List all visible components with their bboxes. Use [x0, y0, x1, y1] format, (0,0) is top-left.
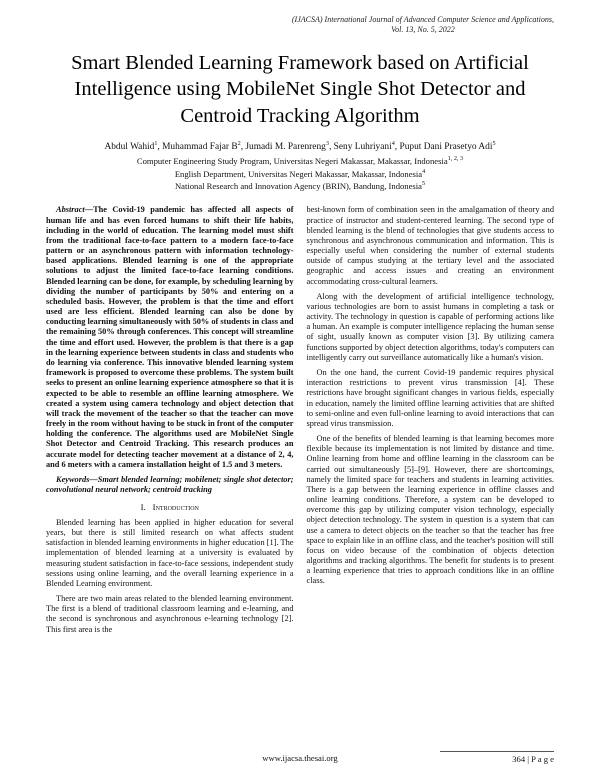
affiliations-block	[46, 155, 554, 192]
author-superscript: 4	[391, 139, 395, 147]
right-column	[307, 205, 555, 639]
author	[245, 139, 334, 152]
keywords-text: Smart blended learning; mobilenet; single shot detector; convolutional neural network; centroid tracking	[46, 474, 294, 495]
left-column	[46, 205, 294, 639]
author-separator: ,	[240, 141, 246, 152]
affiliation-line	[46, 180, 554, 192]
journal-header	[46, 15, 554, 36]
journal-header-block	[292, 15, 554, 36]
authors-line	[46, 140, 554, 153]
journal-name-line: (IJACSA) International Journal of Advanced Computer Science and Applications,	[291, 15, 554, 24]
affiliation-superscript: 4	[422, 167, 426, 175]
body-paragraph: One of the benefits of blended learning is that learning becomes more flexible because its implementation is not limited by distance and time. Online learning from home and offline learning in the classroom can be carried out simultaneously [5]–[9]. However, there are shortcomings, namely the limited space for teachers and students in learning activities. There is a gap between the learning experience in offline classes and online learning conditions. Therefore, a system can be developed to overcome this gap by utilizing computer vision technology, especially object detection technology. The system in question is a system that can use a camera to detect objects on the teacher so that the teacher has free space to explain like in an offline class, and the teacher's position will still focus on video because of the combination of objects detection algorithms and tracking algorithms. The benefit for students is to present a learning experience that tries to approach conditions like in an offline class.	[306, 434, 554, 586]
author-superscript: 2	[237, 139, 241, 147]
abstract-paragraph	[46, 205, 294, 469]
abstract-text: The Covid-19 pandemic has affected all aspects of human life and has even forced humans to shift their life habits, including in the world of education. The learning model must shift from the traditional face-to-face pattern to a modern face-to-face pattern or an asynchronous pattern with information technology-based applications. Blended learning is one of the appropriate solutions to adjust the limited face-to-face learning conditions. Blended learning can be done, for example, by scheduling learning by dividing the number of participants by 50% and entering on a scheduled basis. However, the problem is that the time and effort used are less efficient. Blended learning can also be done by conducting learning simultaneously with 50% of students in class and the remaining 50% through conferences. This concept will streamline the time and effort used. However, the problem is that there is a gap in the learning experience between students in class and students who do learning via conference. This innovative blended learning system framework is proposed to overcome these problems. The system built seeks to present an online learning experience atmosphere so that it is expected to be able to resemble an offline learning atmosphere. We created a system using camera technology and object detection that will track the movement of the teacher so that the teacher can move freely in the room without having to be stuck in front of the computer holding the conference. The algorithms used are MobileNet Single Shot Detector and Centroid Tracking. This research produces an accurate model for detecting teacher movement at a distance of 2, 4, and 6 meters with a camera installation height of 1.5 and 3 meters.	[46, 205, 294, 469]
affiliation-text: National Research and Innovation Agency (BRIN), Bandung, Indonesia	[174, 180, 422, 191]
author-name: Seny Luhriyani	[333, 141, 392, 152]
body-paragraph: On the one hand, the current Covid-19 pandemic requires physical interaction restrictions to prevent virus transmission [4]. These restrictions have brought significant changes in various fields, especially in education, namely the limited offline learning activities that are shifted to semi-online and even full-online learning to avoid interactions that can spread virus transmission.	[306, 367, 554, 428]
author	[333, 139, 400, 152]
author-separator: ,	[394, 141, 400, 152]
body-paragraph: Along with the development of artificial intelligence technology, various technologies are born to assist humans in completing a task or activity. The technology in question is capable of performing actions like a human. An example is computer intelligence replacing the human sense of sight, usually known as computer vision [3]. By utilizing camera functions supported by object detection algorithms, today's computers can intelligently carry out surveillance automatically like a human's vision.	[306, 291, 554, 362]
author-name: Muhammad Fajar B	[162, 141, 238, 152]
body-paragraph: There are two main areas related to the blended learning environment. The first is a blend of traditional classroom learning and e-learning, and the second is synchronous and asynchronous e-learning technology [2]. This first area is the	[46, 594, 294, 634]
section-heading-introduction	[46, 502, 294, 513]
journal-url-link[interactable]: www.ijacsa.thesai.org	[262, 753, 338, 763]
affiliation-text: English Department, Universitas Negeri Makassar, Makassar, Indonesia	[174, 168, 423, 179]
page-number: 364 | P a g e	[440, 751, 554, 764]
section-title: Introduction	[152, 502, 199, 513]
author-superscript: 5	[492, 139, 496, 147]
keywords-label: Keywords—	[56, 474, 98, 484]
author-separator: ,	[157, 141, 163, 152]
body-paragraph: best-known form of combination seen in the amalgamation of theory and practice of instructor and student-centered learning. The second type of blended learning is the blend of technologies that give students access to synchronous and asynchronous communication and information. This is especially useful when considering the number of external students outside of campus studying at the tertiary level and the associated geographic and access issues and creating an environment accommodating cross-cultural learners.	[306, 205, 554, 286]
author-name: Abdul Wahid	[104, 141, 155, 152]
author-superscript: 3	[325, 139, 329, 147]
author-separator: ,	[328, 141, 334, 152]
paper-title: Smart Blended Learning Framework based on Artificial Intelligence using MobileNet Single Shot Detector and Centroid Tracking Algorithm	[71, 51, 529, 128]
affiliation-text: Computer Engineering Study Program, Universitas Negeri Makassar, Makassar, Indonesia	[136, 156, 448, 167]
keywords-paragraph	[46, 475, 294, 495]
author-superscript: 1	[154, 139, 158, 147]
affiliation-line	[46, 155, 554, 167]
author-name: Puput Dani Prasetyo Adi	[399, 141, 493, 152]
two-column-body	[46, 205, 554, 639]
abstract-label: Abstract—	[56, 205, 94, 215]
affiliation-superscript: 1, 2, 3	[447, 155, 464, 163]
author	[162, 139, 246, 152]
body-paragraph: Blended learning has been applied in higher education for several years, but there is still limited research on what affects student satisfaction in blended learning environments in higher education [1]. The implementation of blended learning at a university is evaluated by measuring student satisfaction in face-to-face sessions, independent study sessions using online learning, and the overall learning experience in a Blended Learning environment.	[46, 517, 294, 588]
page-footer	[46, 753, 554, 767]
section-number: I.	[140, 502, 146, 513]
journal-volume-line: Vol. 13, No. 5, 2022	[391, 25, 455, 35]
author-name: Jumadi M. Parenreng	[245, 141, 326, 152]
author	[399, 139, 496, 152]
affiliation-superscript: 5	[421, 180, 426, 188]
author	[104, 139, 163, 152]
affiliation-line	[46, 168, 554, 180]
